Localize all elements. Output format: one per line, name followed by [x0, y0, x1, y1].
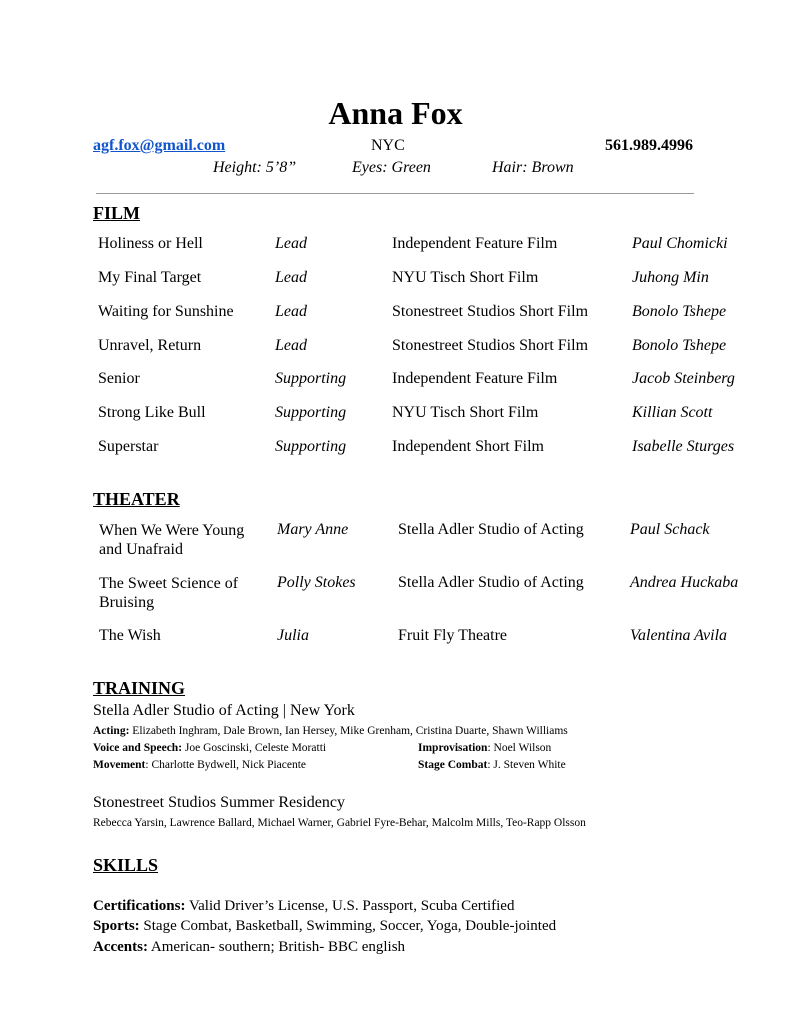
theater-heading: THEATER	[93, 489, 180, 509]
theater-row-director: Valentina Avila	[630, 627, 728, 644]
theater-row-role: Mary Anne	[277, 521, 349, 538]
film-row-title: Unravel, Return	[98, 337, 202, 354]
training-movement-line	[93, 759, 306, 771]
theater-row-director: Andrea Huckaba	[630, 574, 739, 591]
skill-line-accents	[93, 939, 405, 956]
eyes-stat: Eyes: Green	[352, 159, 431, 176]
film-row-role: Lead	[275, 269, 307, 286]
film-row-title: Senior	[98, 370, 140, 387]
movement-names: : Charlotte Bydwell, Nick Piacente	[145, 759, 307, 771]
voice-names: Joe Goscinski, Celeste Moratti	[184, 742, 327, 754]
skill-label: Accents:	[93, 939, 148, 955]
film-row-production: Independent Feature Film	[392, 370, 558, 387]
film-row-director: Killian Scott	[632, 404, 713, 421]
height-stat: Height: 5’8”	[213, 159, 297, 176]
film-row-title: Waiting for Sunshine	[98, 303, 234, 320]
film-row-production: Independent Short Film	[392, 438, 544, 455]
skill-label: Certifications:	[93, 898, 186, 914]
training-school-stella-adler: Stella Adler Studio of Acting | New York	[93, 702, 355, 719]
acting-label: Acting:	[93, 725, 130, 737]
resume-name: Anna Fox	[328, 95, 463, 131]
training-heading: TRAINING	[93, 678, 186, 698]
voice-label: Voice and Speech:	[93, 742, 183, 754]
film-row-role: Lead	[275, 337, 307, 354]
combat-label: Stage Combat	[418, 759, 488, 771]
training-voice-line	[93, 742, 326, 754]
training-acting-line	[93, 725, 568, 737]
film-row-title: Superstar	[98, 438, 159, 455]
film-row-director: Isabelle Sturges	[632, 438, 735, 455]
theater-row-role: Julia	[277, 627, 309, 644]
skill-value: American- southern; British- BBC english	[147, 939, 406, 955]
theater-row-role: Polly Stokes	[277, 574, 356, 591]
theater-row-production: Stella Adler Studio of Acting	[398, 574, 584, 591]
film-row-director: Paul Chomicki	[632, 235, 728, 252]
acting-names: Elizabeth Inghram, Dale Brown, Ian Hersey, Mike Grenham, Cristina Duarte, Shawn Williams	[132, 725, 568, 737]
film-row-director: Bonolo Tshepe	[632, 337, 727, 354]
improv-names: : Noel Wilson	[487, 742, 552, 754]
phone-number: 561.989.4996	[605, 137, 693, 154]
hair-stat: Hair: Brown	[492, 159, 574, 176]
training-improv-line	[418, 742, 551, 754]
header-divider	[96, 193, 694, 194]
skill-value: Valid Driver’s License, U.S. Passport, Scuba Certified	[185, 898, 515, 914]
email-link[interactable]: agf.fox@gmail.com	[93, 137, 226, 154]
film-row-director: Bonolo Tshepe	[632, 303, 727, 320]
film-row-role: Lead	[275, 235, 307, 252]
theater-row-title: The Sweet Science of Bruising	[99, 575, 239, 611]
improv-label: Improvisation	[418, 742, 488, 754]
film-row-title: Holiness or Hell	[98, 235, 203, 252]
film-row-production: NYU Tisch Short Film	[392, 404, 539, 421]
theater-row-production: Stella Adler Studio of Acting	[398, 521, 584, 538]
film-row-role: Supporting	[275, 370, 347, 387]
skill-value: Stage Combat, Basketball, Swimming, Soccer, Yoga, Double-jointed	[139, 918, 557, 934]
city: NYC	[371, 137, 405, 154]
theater-row-title: When We Were Young and Unafraid	[99, 522, 245, 558]
film-heading: FILM	[93, 203, 140, 223]
film-row-role: Lead	[275, 303, 307, 320]
skill-line-sports	[93, 918, 556, 935]
film-row-role: Supporting	[275, 438, 347, 455]
training-school-stonestreet: Stonestreet Studios Summer Residency	[93, 794, 345, 811]
film-row-title: Strong Like Bull	[98, 404, 206, 421]
film-row-production: Independent Feature Film	[392, 235, 558, 252]
skill-label: Sports:	[93, 918, 140, 934]
movement-label: Movement	[93, 759, 146, 771]
training-combat-line	[418, 759, 566, 771]
theater-row-director: Paul Schack	[630, 521, 710, 538]
theater-row-production: Fruit Fly Theatre	[398, 627, 508, 644]
skills-heading: SKILLS	[93, 855, 159, 875]
skill-line-certifications	[93, 898, 514, 915]
film-row-director: Jacob Steinberg	[632, 370, 735, 387]
film-row-production: NYU Tisch Short Film	[392, 269, 539, 286]
film-row-director: Juhong Min	[632, 269, 709, 286]
film-row-production: Stonestreet Studios Short Film	[392, 337, 589, 354]
training-stonestreet-names: Rebecca Yarsin, Lawrence Ballard, Michael Warner, Gabriel Fyre-Behar, Malcolm Mills, Teo-Rapp Olsson	[93, 817, 586, 829]
film-row-production: Stonestreet Studios Short Film	[392, 303, 589, 320]
film-row-title: My Final Target	[98, 269, 202, 286]
theater-row-title: The Wish	[99, 627, 161, 644]
film-row-role: Supporting	[275, 404, 347, 421]
combat-names: : J. Steven White	[487, 759, 566, 771]
